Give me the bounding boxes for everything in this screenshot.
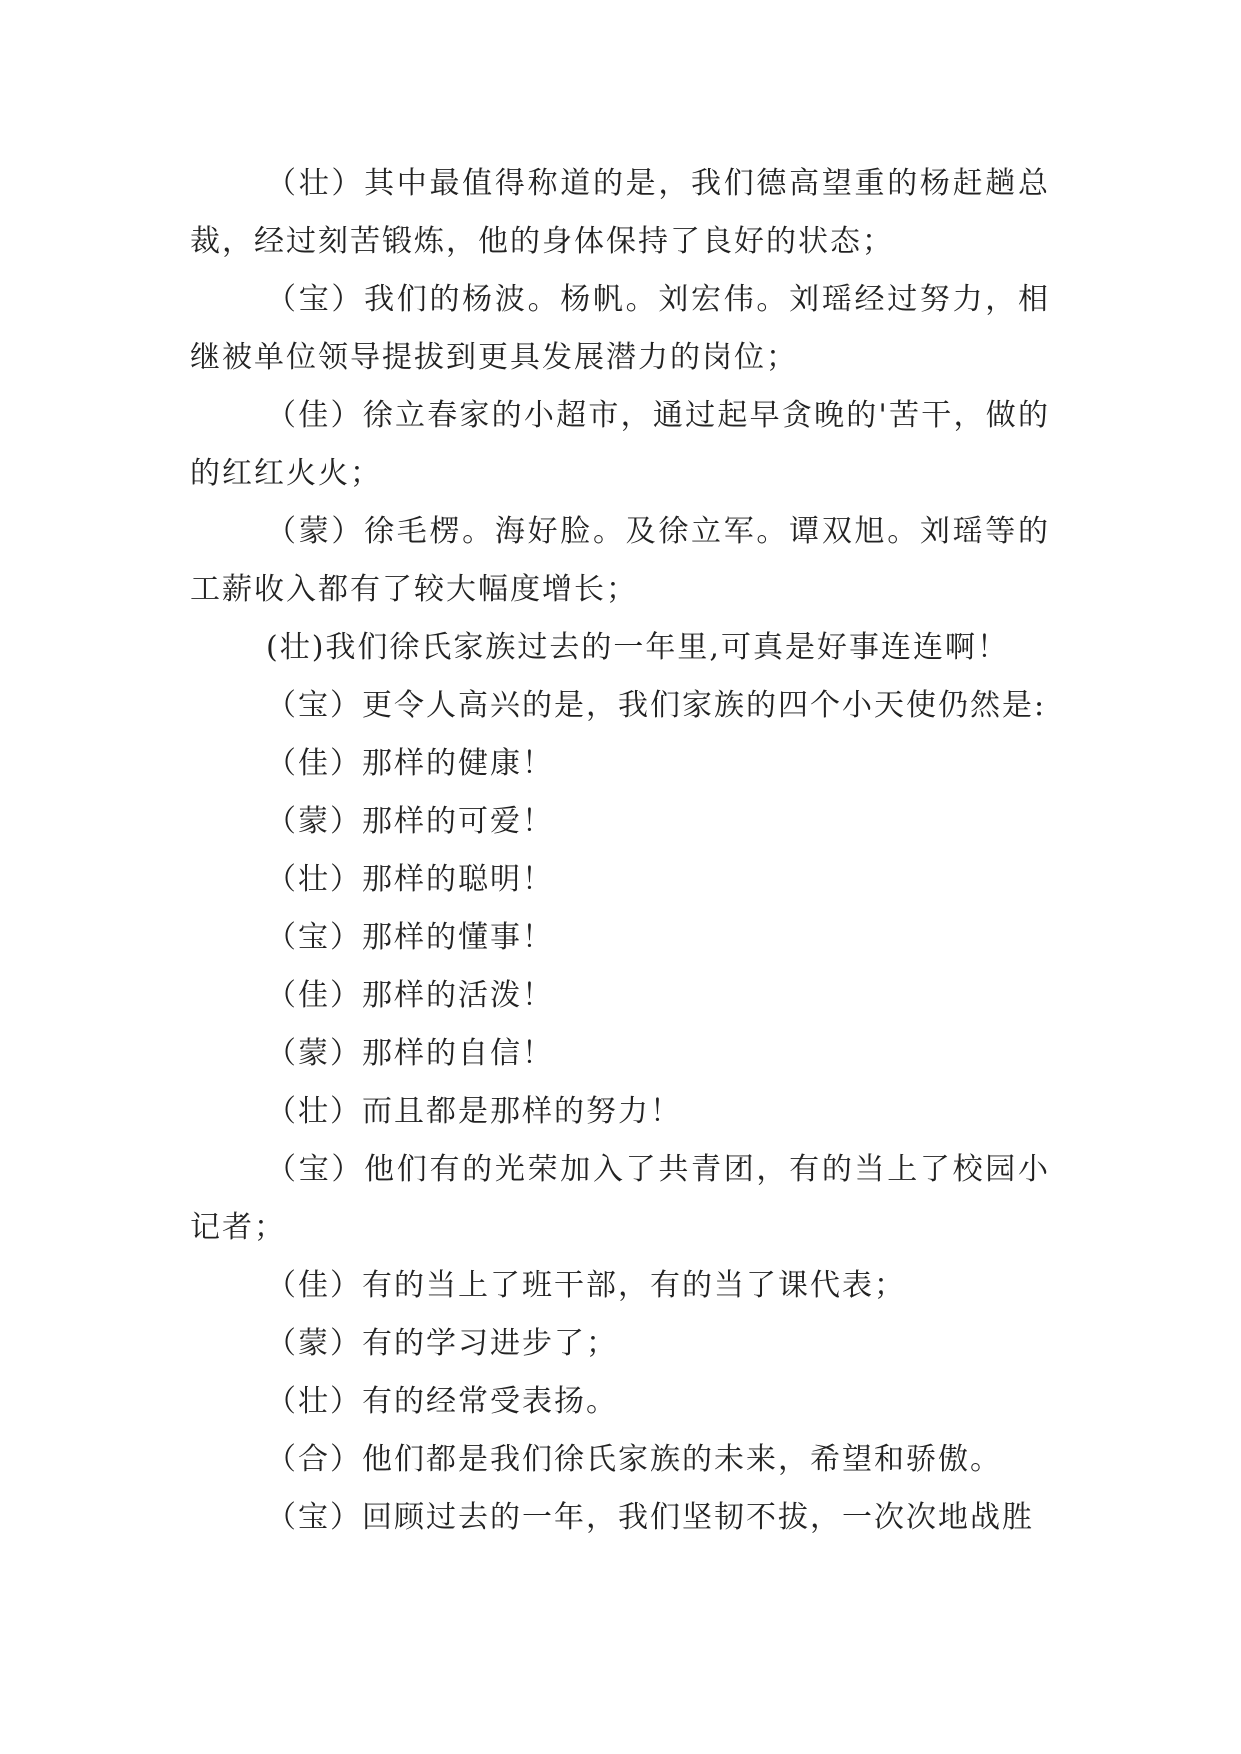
paragraph: （宝）回顾过去的一年，我们坚韧不拔，一次次地战胜 xyxy=(266,1500,1034,1535)
document-body xyxy=(190,155,1050,1547)
paragraph: （壮）那样的聪明！ xyxy=(266,862,554,897)
paragraph: （合）他们都是我们徐氏家族的未来，希望和骄傲。 xyxy=(266,1442,1002,1477)
paragraph: （蒙）徐毛楞。海好脸。及徐立军。谭双旭。刘瑶等的工薪收入都有了较大幅度增长； xyxy=(190,514,1050,607)
paragraph: （宝）我们的杨波。杨帆。刘宏伟。刘瑶经过努力，相继被单位领导提拔到更具发展潜力的岗位； xyxy=(190,282,1050,375)
paragraph: （佳）那样的活泼！ xyxy=(266,978,554,1013)
paragraph: （蒙）那样的自信！ xyxy=(266,1036,554,1071)
paragraph: （佳）有的当上了班干部，有的当了课代表； xyxy=(266,1268,906,1303)
paragraph: （宝）更令人高兴的是，我们家族的四个小天使仍然是: xyxy=(266,688,1047,723)
paragraph: （壮）有的经常受表扬。 xyxy=(266,1384,618,1419)
paragraph: （佳）徐立春家的小超市，通过起早贪晚的'苦干，做的的红红火火； xyxy=(190,398,1050,491)
paragraph: （佳）那样的健康！ xyxy=(266,746,554,781)
paragraph: （蒙）那样的可爱！ xyxy=(266,804,554,839)
paragraph: （蒙）有的学习进步了； xyxy=(266,1326,618,1361)
paragraph: （宝）那样的懂事！ xyxy=(266,920,554,955)
paragraph: （宝）他们有的光荣加入了共青团，有的当上了校园小记者； xyxy=(190,1152,1050,1245)
paragraph: （壮）其中最值得称道的是，我们德高望重的杨赶趟总裁，经过刻苦锻炼，他的身体保持了良好的状态； xyxy=(190,166,1050,259)
paragraph: (壮)我们徐氏家族过去的一年里,可真是好事连连啊！ xyxy=(266,630,1009,665)
paragraph: （壮）而且都是那样的努力！ xyxy=(266,1094,682,1129)
